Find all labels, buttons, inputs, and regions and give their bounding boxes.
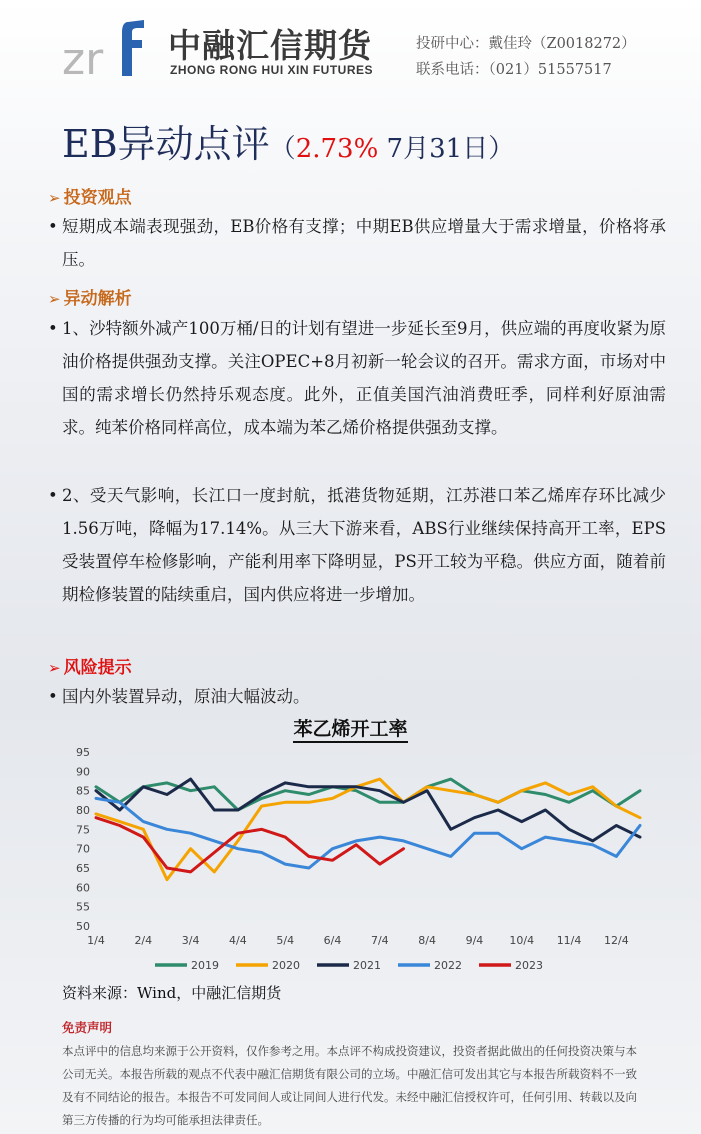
y-tick-label: 55 [76,900,90,914]
y-tick-label: 95 [76,746,90,759]
bullet-dot-icon: • [48,217,58,236]
x-tick-label: 9/4 [465,934,484,947]
y-tick-label: 60 [76,881,90,895]
y-tick-label: 75 [76,823,90,837]
y-tick-label: 85 [76,784,90,798]
bullet-dot-icon: • [48,687,58,706]
x-tick-label: 7/4 [370,934,389,947]
title-main: EB异动点评 [62,122,270,166]
series-line-2020 [96,779,640,880]
legend-label-2020: 2020 [272,959,300,972]
arrow-right-icon: ➢ [48,189,61,207]
contact-analyst: 投研中心：戴佳玲（Z0018272） [416,36,636,52]
y-tick-label: 90 [76,765,90,779]
disclaimer-heading: 免责声明 [62,1020,113,1035]
company-logo-icon [62,14,157,80]
contact-phone: 联系电话：（021）51557517 [416,62,612,78]
arrow-right-icon: ➢ [48,659,61,677]
operating-rate-line-chart [60,740,650,980]
title-date: 7月31日 [378,134,489,164]
report-header [0,0,701,100]
y-tick-label: 50 [76,920,90,933]
bullet-risk: • 国内外装置异动，原油大幅波动。 [48,680,666,713]
x-tick-label: 12/4 [603,934,629,947]
y-tick-label: 70 [76,842,90,856]
bullet-analysis-2: • 2、受天气影响，长江口一度封航，抵港货物延期，江苏港口苯乙烯库存环比减少1.56万吨，降幅为17.14%。从三大下游来看，ABS行业继续保持高开工率，EPS受装置停车检修影响，产能利用率下降明显，PS开工较为平稳。供应方面，随着前期检修装置的陆续重启，国内供应将进一步增加。 [48,479,666,611]
svg-text:zr: zr [62,34,104,80]
x-tick-label: 11/4 [556,934,582,947]
x-tick-label: 5/4 [276,934,295,947]
page-title [62,113,514,168]
x-tick-label: 1/4 [87,934,105,947]
bullet-dot-icon: • [48,486,58,505]
legend-label-2019: 2019 [191,959,219,972]
x-tick-label: 8/4 [418,934,436,947]
legend-label-2022: 2022 [434,959,462,972]
x-tick-label: 2/4 [134,934,153,947]
section-heading-view: ➢ 投资观点 [48,188,132,208]
legend-label-2023: 2023 [515,959,543,972]
bullet-analysis-1: • 1、沙特额外减产100万桶/日的计划有望进一步延长至9月，供应端的再度收紧为原油价格提供强劲支撑。关注OPEC+8月初新一轮会议的召开。需求方面，市场对中国的需求增长仍然持乐观态度。此外，正值美国汽油消费旺季，同样利好原油需求。纯苯价格同样高位，成本端为苯乙烯价格提供强劲支撑。 [48,312,666,444]
legend-label-2021: 2021 [353,959,381,972]
y-tick-label: 65 [76,862,90,875]
section-heading-risk: ➢ 风险提示 [48,658,132,678]
title-change-pct: 2.73% [295,134,379,164]
bullet-view: • 短期成本端表现强劲，EB价格有支撑；中期EB供应增量大于需求增量，价格将承压。 [48,210,666,276]
section-heading-analysis: ➢ 异动解析 [48,289,132,309]
bullet-dot-icon: • [48,319,58,338]
logo-chinese-name: 中融汇信期货 [168,26,372,65]
logo-english-name: ZHONG RONG HUI XIN FUTURES [170,63,374,77]
x-tick-label: 10/4 [509,934,535,947]
x-tick-label: 4/4 [229,934,247,947]
series-line-2022 [96,798,640,868]
title-paren-open: （ [269,134,296,164]
x-tick-label: 3/4 [181,934,200,947]
title-paren-close: ） [488,134,515,164]
arrow-right-icon: ➢ [48,290,61,308]
y-tick-label: 80 [76,804,90,817]
chart-title: 苯乙烯开工率 [0,714,701,741]
disclaimer-body: 本点评中的信息均来源于公开资料，仅作参考之用。本点评不构成投资建议，投资者据此做出的任何投资决策与本公司无关。本报告所载的观点不代表中融汇信期货有限公司的立场。中融汇信可发出其它与本报告所载资料不一致及有不同结论的报告。本报告不可发同间人或让同间人进行代发。未经中融汇信授权许可，任何引用、转载以及向第三方传播的行为均可能承担法律责任。 [62,1044,637,1127]
data-source: 资料来源：Wind，中融汇信期货 [62,984,282,1002]
x-tick-label: 6/4 [323,934,342,947]
